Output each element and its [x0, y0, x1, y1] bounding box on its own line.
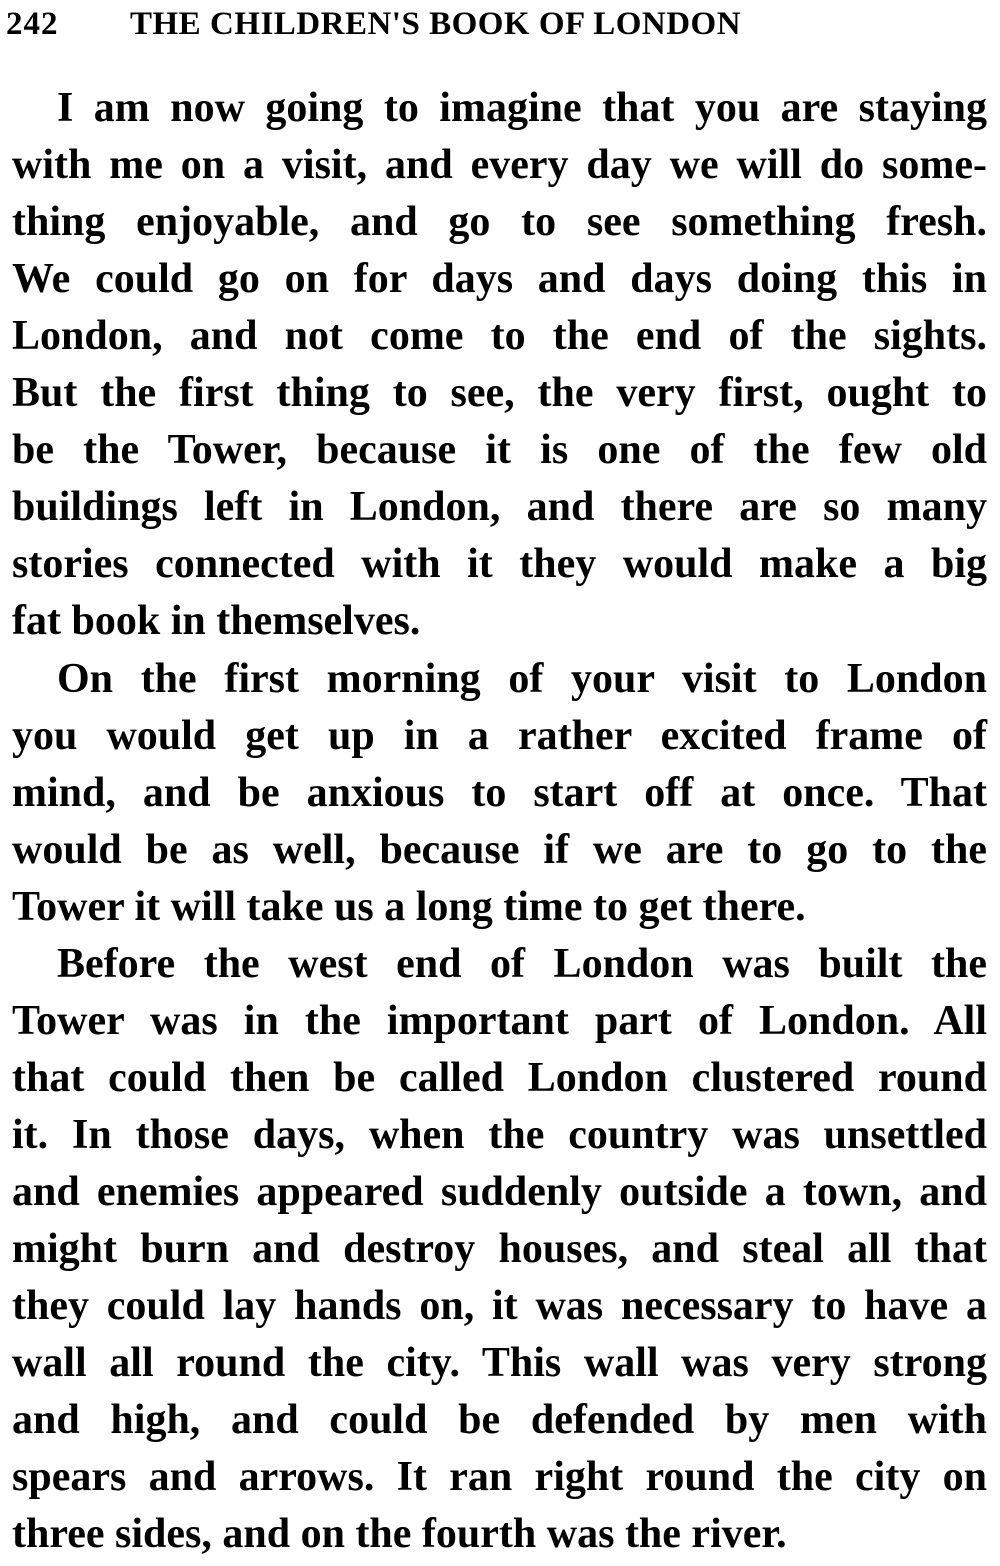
paragraph-1-line-6: But the first thing to see, the very first, ought to — [12, 370, 987, 416]
paragraph-1-line-1: I am now going to imagine that you are staying — [57, 85, 987, 131]
paragraph-2-line-1: On the first morning of your visit to London — [57, 656, 987, 702]
page-number: 242 — [6, 6, 59, 42]
paragraph-1-line-8: buildings left in London, and there are so many — [12, 484, 987, 530]
running-head — [6, 2, 996, 46]
paragraph-3-line-1: Before the west end of London was built the — [57, 941, 987, 987]
paragraph-2-line-3: mind, and be anxious to start off at once. That — [12, 770, 987, 816]
paragraph-3-line-2: Tower was in the important part of London. All — [12, 998, 987, 1044]
paragraph-1-line-4: We could go on for days and days doing this in — [12, 256, 987, 302]
paragraph-2-line-5: Tower it will take us a long time to get there. — [12, 884, 806, 930]
paragraph-1-line-2: with me on a visit, and every day we will do some- — [12, 142, 987, 188]
paragraph-3-line-3: that could then be called London clustered round — [12, 1055, 987, 1101]
paragraph-2-line-2: you would get up in a rather excited frame of — [12, 713, 987, 759]
paragraph-3-line-8: wall all round the city. This wall was very strong — [12, 1340, 987, 1386]
paragraph-1-line-9: stories connected with it they would make a big — [12, 541, 987, 587]
paragraph-3-line-9: and high, and could be defended by men with — [12, 1397, 987, 1443]
paragraph-3-line-7: they could lay hands on, it was necessary to have a — [12, 1283, 987, 1329]
paragraph-1-line-5: London, and not come to the end of the sights. — [12, 313, 987, 359]
paragraph-2-line-4: would be as well, because if we are to go to the — [12, 827, 987, 873]
paragraph-3-line-4: it. In those days, when the country was unsettled — [12, 1112, 987, 1158]
paragraph-1-line-3: thing enjoyable, and go to see something fresh. — [12, 199, 987, 245]
book-title: THE CHILDREN'S BOOK OF LONDON — [130, 6, 742, 42]
paragraph-3-line-10: spears and arrows. It ran right round the city on — [12, 1454, 987, 1500]
paragraph-3-line-11: three sides, and on the fourth was the river. — [12, 1511, 787, 1557]
paragraph-3-line-5: and enemies appeared suddenly outside a town, and — [12, 1169, 987, 1215]
paragraph-1-line-10: fat book in themselves. — [12, 598, 421, 644]
paragraph-3-line-6: might burn and destroy houses, and steal all that — [12, 1226, 987, 1272]
paragraph-1-line-7: be the Tower, because it is one of the few old — [12, 427, 987, 473]
